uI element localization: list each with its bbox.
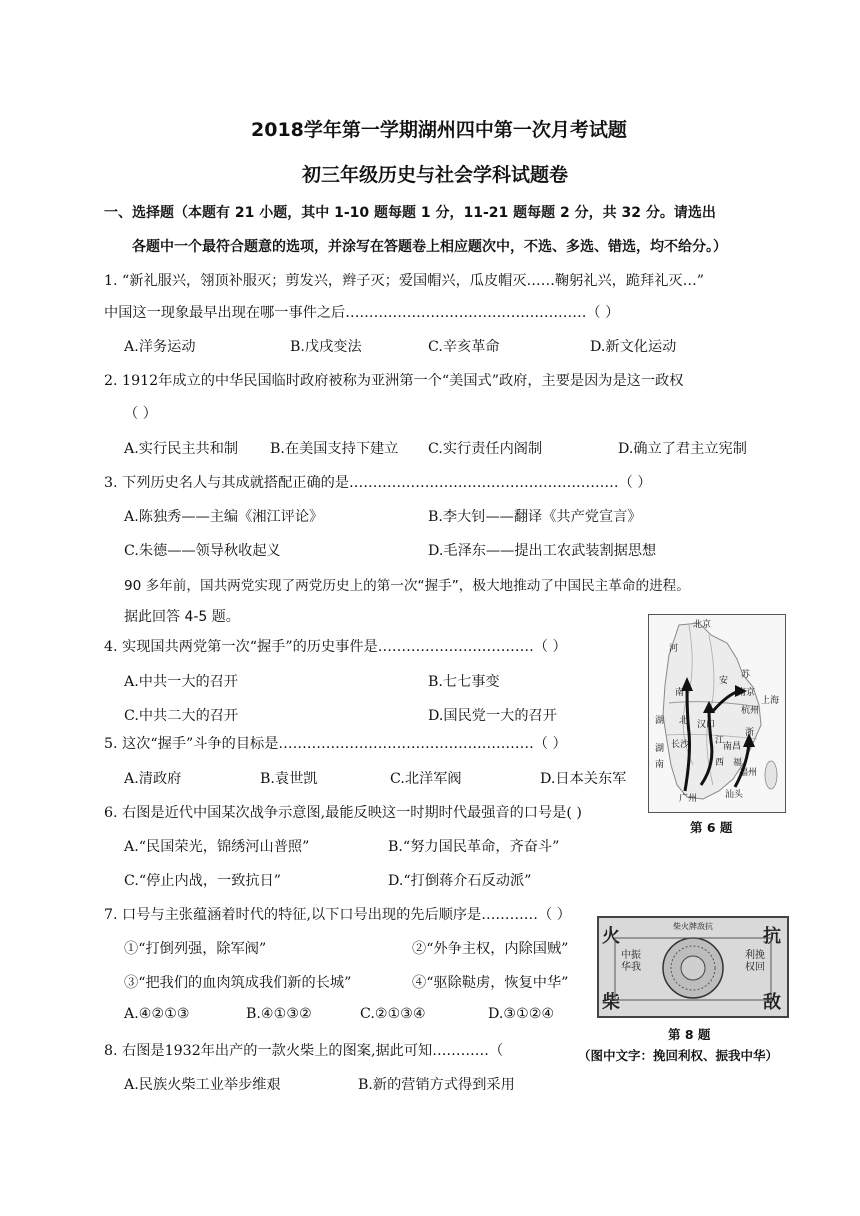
map-label: 江 (715, 736, 725, 746)
q8-stem: 8. 右图是1932年出产的一款火柴上的图案,据此可知…………（ (104, 1043, 504, 1059)
q1-option-b: B.戊戌变法 (290, 339, 362, 355)
map-label: 湖 (655, 716, 665, 726)
q5-option-d: D.日本关东军 (540, 771, 627, 787)
q7-option-d: D.③①②④ (488, 1006, 555, 1022)
map-label-nanchang: 南昌 (723, 742, 742, 752)
exam-title: 2018学年第一学期湖州四中第一次月考试题 (251, 119, 627, 141)
q1-option-a: A.洋务运动 (124, 339, 196, 355)
q7-stem: 7. 口号与主张蕴涵着时代的特征,以下口号出现的先后顺序是…………（ ） (104, 907, 571, 923)
q1-stem-line2: 中国这一现象最早出现在哪一事件之后……………………………………………（ ） (104, 305, 620, 321)
q2-option-b: B.在美国支持下建立 (270, 441, 399, 457)
figure-6-map (648, 614, 786, 813)
section-instructions-line2: 各题中一个最符合题意的选项，并涂写在答题卷上相应题次中，不选、多选、错选，均不给分。） (132, 239, 727, 255)
q6-option-c: C.“停止内战，一致抗日” (124, 873, 282, 889)
q1-option-c: C.辛亥革命 (428, 339, 500, 355)
map-label: 南 (655, 760, 665, 770)
q3-option-d: D.毛泽东——提出工农武装割据思想 (428, 543, 657, 559)
q4-5-intro-line2: 据此回答 4-5 题。 (124, 609, 240, 625)
matchbox-emblem (599, 918, 787, 1016)
map-label-changsha: 长沙 (671, 740, 690, 750)
map-label: 苏 (741, 670, 751, 680)
matchbox-corner-tl: 火 (602, 926, 620, 947)
q7-item-4: ④“驱除鞑虏，恢复中华” (412, 975, 569, 991)
q4-5-intro: 90 多年前，国共两党实现了两党历史上的第一次“握手”，极大地推动了中国民主革命的进程。 (124, 578, 690, 594)
q2-stem-line2: （ ） (124, 406, 157, 422)
q8-option-b: B.新的营销方式得到采用 (358, 1077, 515, 1093)
q7-option-a: A.④②①③ (124, 1006, 190, 1022)
q3-option-b: B.李大钊——翻译《共产党宣言》 (428, 509, 642, 525)
q2-option-d: D.确立了君主立宪制 (618, 441, 747, 457)
map-label: 安 (719, 676, 729, 686)
matchbox-left-text: 中振 华我 (621, 950, 641, 973)
q4-stem: 4. 实现国共两党第一次“握手”的历史事件是……………………………（ ） (104, 639, 567, 655)
q7-option-c: C.②①③④ (360, 1006, 426, 1022)
q7-item-3: ③“把我们的血肉筑成我们新的长城” (124, 975, 352, 991)
matchbox-corner-br: 敌 (763, 992, 781, 1013)
q5-option-b: B.袁世凯 (260, 771, 318, 787)
matchbox-top-text: 柴火牌敌抗 (673, 922, 713, 931)
map-label-nanjing: 南京 (737, 688, 756, 698)
q7-option-b: B.④①③② (246, 1006, 312, 1022)
map-label-hankou: 汉口 (697, 720, 716, 730)
q7-item-1: ①“打倒列强，除军阀” (124, 941, 267, 957)
section-instructions-line1: 一、选择题（本题有 21 小题，其中 1-10 题每题 1 分，11-21 题每题 2 分，共 32 分。请选出 (104, 205, 716, 221)
q3-option-a: A.陈独秀——主编《湘江评论》 (124, 509, 324, 525)
q8-option-a: A.民族火柴工业举步维艰 (124, 1077, 281, 1093)
map-label: 湖 (655, 744, 665, 754)
q5-option-c: C.北洋军阀 (390, 771, 462, 787)
q3-option-c: C.朱德——领导秋收起义 (124, 543, 281, 559)
figure-8-note: （图中文字：挽回利权、振我中华） (578, 1048, 779, 1063)
q4-option-d: D.国民党一大的召开 (428, 708, 557, 724)
figure-8-caption: 第 8 题 (668, 1027, 711, 1042)
map-label-fuzhou: 福州 (739, 768, 758, 778)
map-label: 西 (715, 758, 725, 768)
q1-stem: 1. “新礼服兴，翎顶补服灭；剪发兴，辫子灭；爱国帽兴，瓜皮帽灭……鞠躬礼兴，跪拜礼灭…” (104, 273, 705, 289)
exam-subtitle: 初三年级历史与社会学科试题卷 (302, 164, 569, 186)
q2-option-a: A.实行民主共和制 (124, 441, 239, 457)
map-label-hangzhou: 杭州 (741, 706, 760, 716)
q4-option-a: A.中共一大的召开 (124, 674, 239, 690)
q6-stem: 6. 右图是近代中国某次战争示意图,最能反映这一时期时代最强音的口号是( ) (104, 805, 582, 821)
q3-stem: 3. 下列历史名人与其成就搭配正确的是…………………………………………………（ ） (104, 475, 652, 491)
map-label: 北 (679, 716, 689, 726)
q6-option-b: B.“努力国民革命，齐奋斗” (388, 839, 560, 855)
map-label: 南 (675, 688, 685, 698)
q6-option-d: D.“打倒蒋介石反动派” (388, 873, 532, 889)
q6-option-a: A.“民国荣光，锦绣河山普照” (124, 839, 310, 855)
q5-stem: 5. 这次“握手”斗争的目标是………………………………………………（ ） (104, 736, 567, 752)
map-label-shanghai: 上海 (761, 696, 780, 706)
map-label: 河 (669, 644, 679, 654)
map-label: 浙 (745, 728, 755, 738)
figure-8-matchbox (597, 916, 789, 1018)
q2-stem: 2. 1912年成立的中华民国临时政府被称为亚洲第一个“美国式”政府，主要是因为是这一政权 (104, 373, 684, 389)
q7-item-2: ②“外争主权，内除国贼” (412, 941, 569, 957)
map-label: 福 (733, 758, 743, 768)
matchbox-corner-tr: 抗 (763, 926, 781, 947)
matchbox-right-text: 利挽 权回 (745, 950, 765, 973)
q4-option-b: B.七七事变 (428, 674, 500, 690)
q4-option-c: C.中共二大的召开 (124, 708, 239, 724)
map-label-beijing: 北京 (693, 620, 712, 630)
map-label-guangzhou: 广州 (679, 794, 698, 804)
matchbox-corner-bl: 柴 (602, 992, 620, 1013)
figure-6-caption: 第 6 题 (690, 820, 733, 835)
q5-option-a: A.清政府 (124, 771, 182, 787)
q2-option-c: C.实行责任内阁制 (428, 441, 543, 457)
q1-option-d: D.新文化运动 (590, 339, 677, 355)
map-label-shantou: 汕头 (725, 790, 744, 800)
